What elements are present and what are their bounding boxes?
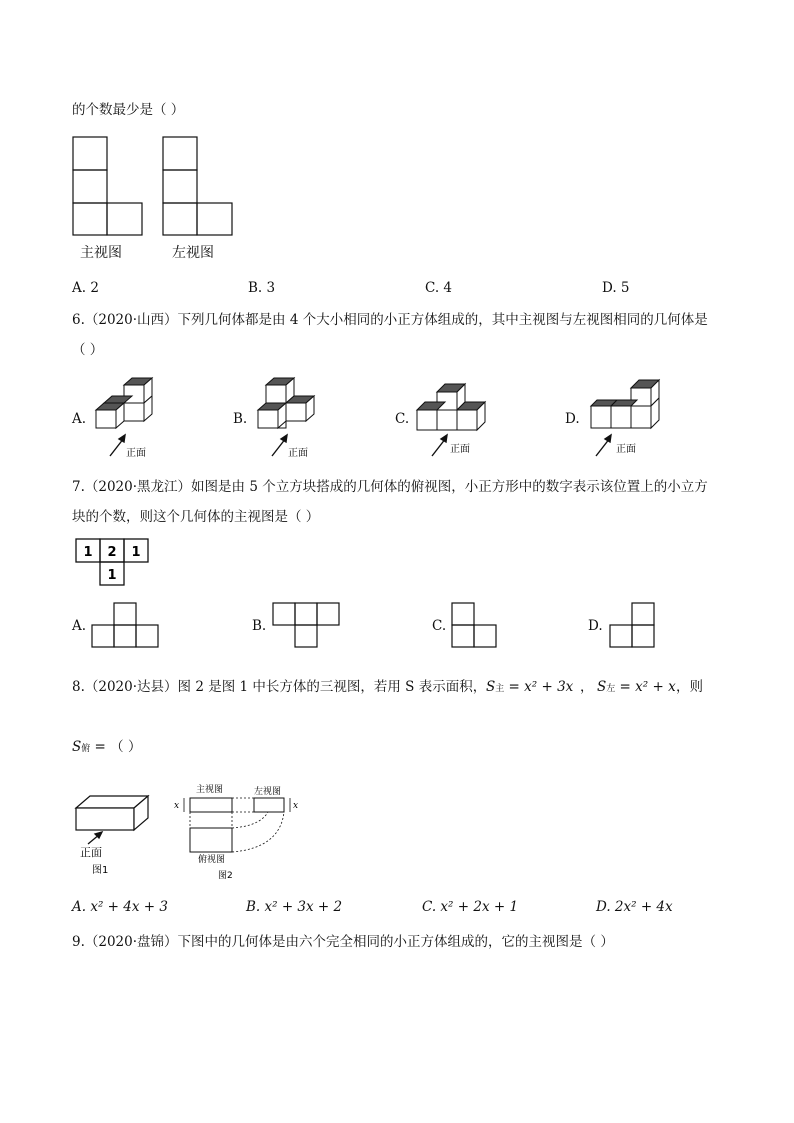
q8-option-a: A. x² + 4x + 3 [72, 899, 168, 915]
q8-s-left [597, 677, 676, 699]
q7-top-view-grid [75, 538, 155, 588]
q5-option-c: C. 4 [425, 280, 453, 296]
q5-option-d: D. 5 [602, 280, 630, 296]
q6-front-label-a: 正面 [126, 448, 146, 459]
q7-option-a-letter: A. [72, 618, 87, 634]
q8-fig2-x-right: x [293, 801, 299, 811]
q6-text-line2: （ ） [72, 342, 104, 358]
q5-left-label: 左视图 [172, 245, 214, 261]
q5-option-a: A. 2 [72, 280, 99, 296]
q7-option-c-view [451, 602, 501, 650]
q7-grid-cell-3: 1 [131, 545, 141, 560]
q8-s-left-sub: 左 [606, 684, 616, 694]
q6-front-label-b: 正面 [288, 448, 308, 459]
q6-option-b-letter: B. [233, 411, 248, 427]
q8-fig2-top-label: 俯视图 [198, 855, 226, 865]
q6-text-line1: 6.（2020·山西）下列几何体都是由 4 个大小相同的小正方体组成的，其中主视图与左视图相同的几何体是 [72, 312, 708, 328]
q5-front-view [72, 136, 147, 236]
q6-solid-a [90, 372, 170, 462]
q6-solid-d [584, 372, 674, 462]
q8-s-top-symbol: S [72, 739, 82, 755]
q8-option-d: D. 2x² + 4x [596, 899, 673, 915]
q5-front-label: 主视图 [80, 245, 122, 261]
q8-s-left-expr: = x² + x [615, 679, 676, 695]
q6-option-d-letter: D. [565, 411, 580, 427]
q7-option-b-letter: B. [252, 618, 267, 634]
q7-option-c-letter: C. [432, 618, 447, 634]
q8-option-b: B. x² + 3x + 2 [246, 899, 343, 915]
q7-option-d-view [609, 602, 659, 650]
q8-text-line1: 8.（2020·达县）图 2 是图 1 中长方体的三视图，若用 S 表示面积， [72, 679, 487, 695]
q7-option-d-letter: D. [588, 618, 603, 634]
q6-option-a-letter: A. [72, 411, 87, 427]
q6-option-c-letter: C. [395, 411, 410, 427]
q8-figure-1 [72, 790, 162, 880]
q6-front-label-c: 正面 [450, 444, 470, 455]
q6-front-label-d: 正面 [616, 444, 636, 455]
q7-text-line2: 块的个数，则这个几何体的主视图是（ ） [72, 509, 320, 525]
q7-option-b-view [272, 602, 344, 650]
q8-s-top-sub: 俯 [81, 744, 91, 754]
q8-fig1-front-label: 正面 [80, 846, 102, 859]
q5-left-view [162, 136, 237, 236]
q6-solid-c [410, 372, 500, 462]
q6-solid-b [252, 372, 332, 462]
q8-s-main-sub: 主 [495, 684, 505, 694]
q7-text-line1: 7.（2020·黑龙江）如图是由 5 个立方块搭成的几何体的俯视图，小正方形中的数字表示该位置上的小立方 [72, 479, 708, 495]
q5-option-b: B. 3 [248, 280, 276, 296]
q7-grid-cell-4: 1 [107, 568, 117, 583]
q8-figure-2 [172, 782, 312, 882]
q8-fig2-x-left: x [174, 801, 180, 811]
q5-text: 的个数最少是（ ） [72, 102, 185, 118]
q7-option-a-view [91, 602, 163, 650]
q9-text-line1: 9.（2020·盘锦）下图中的几何体是由六个完全相同的小正方体组成的，它的主视图是（ ） [72, 934, 614, 950]
q8-option-c: C. x² + 2x + 1 [422, 899, 519, 915]
q8-s-main [486, 677, 573, 699]
q8-fig1-caption: 图1 [92, 865, 109, 876]
q7-grid-cell-2: 2 [107, 545, 117, 560]
q8-s-left-symbol: S [597, 679, 607, 695]
q8-s-main-expr: = x² + 3x [504, 679, 574, 695]
q8-comma: ， [580, 679, 594, 695]
q8-tail: ，则 [676, 679, 703, 695]
q8-s-main-symbol: S [486, 679, 496, 695]
q8-fig2-caption: 图2 [218, 871, 233, 881]
q8-s-top-expr: = （ ） [90, 739, 142, 755]
q8-fig2-left-label: 左视图 [254, 787, 282, 797]
q7-grid-cell-1: 1 [83, 545, 93, 560]
q8-s-top [72, 737, 141, 759]
q8-fig2-main-label: 主视图 [196, 785, 224, 795]
